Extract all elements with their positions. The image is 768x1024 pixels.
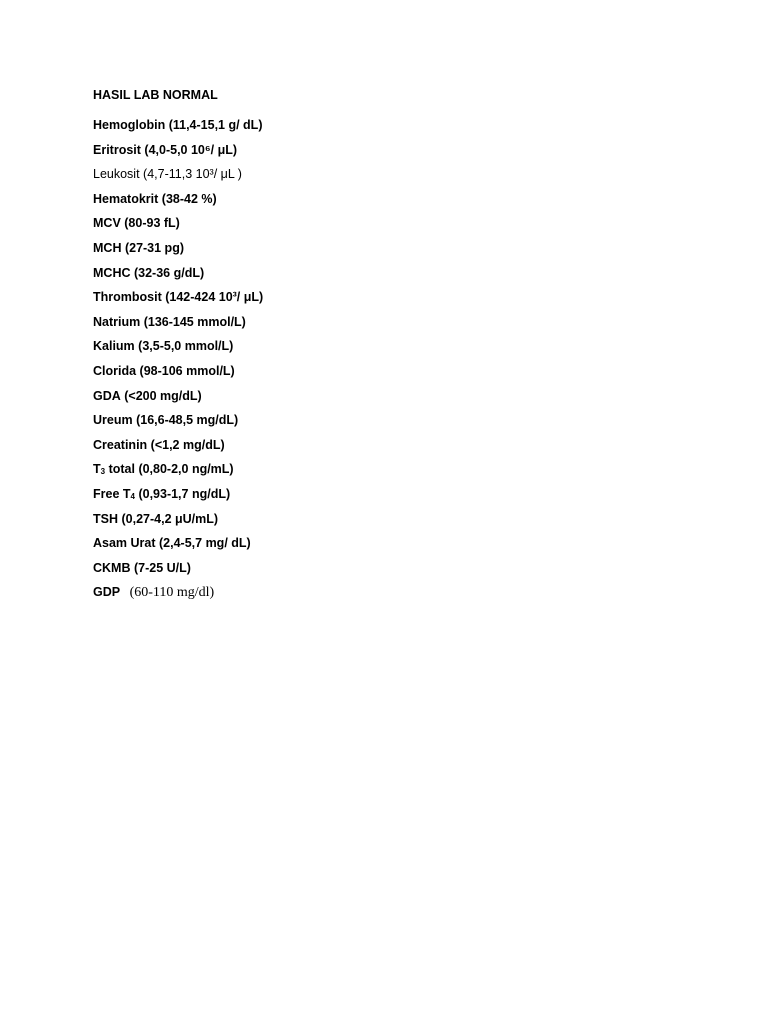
lab-name: Hemoglobin	[93, 118, 166, 132]
lab-item-eritrosit	[93, 141, 733, 166]
lab-name: GDA	[93, 388, 121, 403]
lab-range: (80-93 fL)	[124, 216, 180, 231]
lab-range: (142-424 10³/ μL)	[165, 290, 264, 305]
lab-name: Hematokrit	[93, 191, 159, 206]
lab-range: (4,7-11,3 10³/ μL )	[143, 167, 242, 182]
lab-name: Kalium	[93, 339, 135, 354]
lab-name-suffix: total	[105, 462, 135, 477]
lab-item-mcv	[93, 214, 733, 239]
lab-range: (11,4-15,1 g/ dL)	[168, 118, 263, 132]
lab-range: (0,27-4,2 μU/mL)	[121, 511, 219, 526]
lab-item-gda	[93, 387, 733, 412]
lab-item-thrombosit	[93, 288, 733, 313]
document-page	[93, 86, 733, 608]
lab-subscript: 4	[130, 491, 135, 501]
lab-name: MCH	[93, 240, 122, 255]
lab-name: Leukosit	[93, 167, 140, 182]
lab-name: Natrium	[93, 314, 141, 329]
lab-range: (32-36 g/dL)	[133, 265, 205, 280]
lab-name: GDP	[93, 585, 121, 600]
lab-range: (38-42 %)	[161, 191, 217, 206]
lab-item-gdp	[93, 583, 733, 608]
lab-range: (0,80-2,0 ng/mL)	[138, 462, 234, 477]
lab-item-hemoglobin	[93, 116, 733, 141]
lab-range: (16,6-48,5 mg/dL)	[136, 413, 239, 428]
lab-range: (3,5-5,0 mmol/L)	[138, 339, 234, 354]
lab-range: (0,93-1,7 ng/dL)	[138, 486, 231, 501]
lab-name: T	[93, 462, 101, 477]
lab-item-ureum	[93, 411, 733, 436]
lab-range: (<1,2 mg/dL)	[150, 437, 225, 452]
document-title: HASIL LAB NORMAL	[93, 88, 218, 102]
lab-item-t3-total	[93, 460, 733, 485]
lab-range: (2,4-5,7 mg/ dL)	[159, 536, 251, 551]
lab-normal-list	[93, 116, 733, 608]
lab-item-tsh	[93, 510, 733, 535]
lab-name: Creatinin	[93, 437, 148, 452]
lab-item-clorida	[93, 362, 733, 387]
lab-range: (60-110 mg/dl)	[129, 585, 215, 601]
lab-item-leukosit	[93, 165, 733, 190]
lab-item-natrium	[93, 313, 733, 338]
lab-subscript: 3	[100, 467, 106, 477]
lab-name: Eritrosit	[93, 142, 141, 157]
lab-item-asam-urat	[93, 534, 733, 559]
lab-name: Clorida	[93, 363, 137, 378]
lab-range: (98-106 mmol/L)	[139, 363, 235, 378]
lab-range: (4,0-5,0 10⁶/ μL)	[144, 142, 238, 157]
lab-name: CKMB	[93, 560, 131, 575]
lab-range: (136-145 mmol/L)	[143, 314, 246, 329]
lab-item-hematokrit	[93, 190, 733, 215]
lab-item-ckmb	[93, 559, 733, 584]
lab-range: (7-25 U/L)	[133, 560, 191, 575]
lab-item-mchc	[93, 264, 733, 289]
lab-name: Asam Urat	[93, 536, 156, 551]
lab-item-kalium	[93, 337, 733, 362]
lab-name: TSH	[93, 511, 118, 526]
lab-item-creatinin	[93, 436, 733, 461]
lab-name: Ureum	[93, 413, 133, 428]
lab-range: (27-31 pg)	[124, 240, 184, 255]
lab-item-mch	[93, 239, 733, 264]
lab-name: Thrombosit	[93, 290, 162, 305]
lab-range: (<200 mg/dL)	[124, 388, 202, 403]
lab-name: MCHC	[93, 265, 131, 280]
lab-name: MCV	[93, 216, 121, 231]
lab-item-free-t4	[93, 485, 733, 510]
lab-name: Free T	[93, 486, 131, 501]
